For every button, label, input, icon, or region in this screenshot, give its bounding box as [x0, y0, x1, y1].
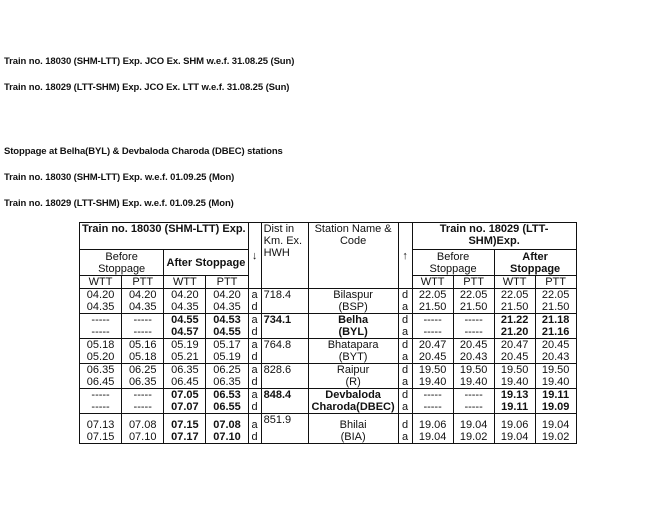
right-time-wtt-after — [494, 339, 535, 364]
right-time-wtt-before-value: ----- — [423, 314, 442, 326]
station-name-value: Bilaspur — [333, 289, 373, 301]
left-time-ptt-before — [122, 339, 164, 364]
right-dep-arr — [398, 289, 412, 314]
right-time-wtt-before-value: ----- — [423, 326, 442, 338]
left-arr-dep-value: a — [251, 364, 258, 376]
right-time-wtt-after-value: 21.20 — [500, 326, 529, 338]
table-row — [80, 289, 577, 314]
right-dep-arr — [398, 389, 412, 414]
stoppage-notice-18029: Train no. 18029 (LTT-SHM) Exp. w.e.f. 01.09.25 (Mon) — [4, 198, 234, 209]
right-dep-arr-value: d — [402, 419, 409, 431]
left-arr-dep — [248, 339, 261, 364]
left-time-wtt-after — [164, 389, 206, 414]
station-name — [308, 364, 398, 389]
left-time-ptt-after-value: 04.20 — [213, 289, 241, 301]
right-time-wtt-before — [412, 314, 453, 339]
left-time-wtt-after-value: 04.55 — [171, 314, 199, 326]
right-time-wtt-after-value: 20.47 — [500, 339, 529, 351]
left-arr-dep — [248, 389, 261, 414]
right-time-ptt-before — [453, 414, 494, 444]
left-time-wtt-after-value: 06.35 — [171, 364, 199, 376]
right-time-wtt-after-value: 19.04 — [500, 431, 529, 443]
right-time-wtt-after-value: 19.50 — [500, 364, 529, 376]
table-row — [80, 389, 577, 414]
right-time-wtt-before-value: ----- — [423, 389, 442, 401]
right-dep-arr — [398, 414, 412, 444]
left-time-wtt-after-value: 04.35 — [171, 301, 199, 313]
right-time-ptt-before-value: 19.04 — [459, 419, 488, 431]
station-name-value: Bhatapara — [327, 339, 379, 351]
right-time-ptt-after-value: 19.50 — [541, 364, 570, 376]
right-dep-arr-value: a — [402, 431, 409, 443]
right-train-title: Train no. 18029 (LTT-SHM)Exp. — [412, 223, 576, 250]
left-arr-dep-value: d — [251, 401, 258, 413]
left-arr-dep-value: d — [251, 351, 258, 363]
right-time-wtt-before-value: 19.06 — [418, 419, 447, 431]
left-time-wtt-after — [164, 339, 206, 364]
right-time-ptt-after-value: 21.18 — [541, 314, 570, 326]
left-time-wtt-before-value: 04.20 — [86, 289, 115, 301]
right-time-wtt-before-value: ----- — [423, 401, 442, 413]
left-time-ptt-before-value: ----- — [133, 314, 152, 326]
right-time-ptt-before-value: 20.45 — [459, 339, 488, 351]
station-name — [308, 389, 398, 414]
right-time-wtt-before-value: 21.50 — [418, 301, 447, 313]
right-dep-arr — [398, 314, 412, 339]
distance-km: 764.8 — [261, 339, 308, 364]
right-time-wtt-before-value: 19.04 — [418, 431, 447, 443]
right-dep-arr-value: a — [402, 401, 409, 413]
station-name — [308, 339, 398, 364]
left-time-wtt-before-value: ----- — [91, 401, 110, 413]
right-time-wtt-after-value: 19.11 — [501, 401, 529, 413]
jco-notice-18029: Train no. 18029 (LTT-SHM) Exp. JCO Ex. LTT w.e.f. 31.08.25 (Sun) — [4, 82, 290, 93]
timetable — [79, 222, 577, 444]
right-time-wtt-before — [412, 339, 453, 364]
right-time-wtt-before-value: 22.05 — [418, 289, 447, 301]
left-arr-dep — [248, 314, 261, 339]
left-time-ptt-after — [206, 339, 248, 364]
right-dep-arr — [398, 339, 412, 364]
left-time-ptt-before-value: 05.18 — [128, 351, 157, 363]
left-time-ptt-before-value: ----- — [133, 401, 152, 413]
right-time-ptt-before — [453, 389, 494, 414]
left-time-wtt-after-value: 04.57 — [171, 326, 199, 338]
left-time-wtt-before-value: ----- — [91, 314, 110, 326]
distance-km: 848.4 — [261, 389, 308, 414]
right-dep-arr-value: a — [402, 351, 409, 363]
stoppage-heading: Stoppage at Belha(BYL) & Devbaloda Charoda (DBEC) stations — [4, 146, 283, 157]
right-time-ptt-before-value: 19.50 — [459, 364, 488, 376]
right-dep-arr-value: d — [402, 364, 409, 376]
right-time-wtt-after-value: 20.45 — [500, 351, 529, 363]
left-time-ptt-before — [122, 289, 164, 314]
left-time-wtt-before-value: 07.15 — [86, 431, 115, 443]
left-arr-dep-value: d — [251, 376, 258, 388]
left-time-wtt-after — [164, 289, 206, 314]
left-time-ptt-before-value: 05.16 — [128, 339, 157, 351]
left-time-ptt-before — [122, 314, 164, 339]
right-dep-arr-value: d — [402, 289, 409, 301]
left-arr-dep-value: d — [251, 326, 258, 338]
right-time-ptt-before-value: 22.05 — [459, 289, 488, 301]
left-time-ptt-after-value: 05.19 — [213, 351, 241, 363]
right-time-wtt-after — [494, 314, 535, 339]
col-header-ptt: PTT — [122, 276, 164, 289]
right-time-wtt-before-value: 19.50 — [418, 364, 447, 376]
left-time-wtt-after-value: 04.20 — [171, 289, 199, 301]
right-dep-arr-value: d — [402, 389, 409, 401]
left-time-wtt-before-value: ----- — [91, 389, 110, 401]
station-name-value: Raipur — [336, 364, 370, 376]
left-arr-dep — [248, 364, 261, 389]
left-time-ptt-before-value: 06.25 — [128, 364, 157, 376]
table-row — [80, 414, 577, 444]
left-time-wtt-after-value: 07.15 — [171, 419, 199, 431]
station-name — [308, 414, 398, 444]
left-time-wtt-before-value: 06.35 — [86, 364, 115, 376]
station-name-value: Bhilai — [339, 419, 367, 431]
right-time-wtt-after — [494, 289, 535, 314]
left-time-ptt-before-value: 07.08 — [128, 419, 157, 431]
left-time-wtt-after-value: 07.07 — [171, 401, 199, 413]
left-time-wtt-after — [164, 414, 206, 444]
left-time-wtt-before-value: 04.35 — [86, 301, 115, 313]
left-arr-dep-value: d — [251, 431, 258, 443]
right-time-ptt-after-value: 20.45 — [541, 339, 570, 351]
left-time-wtt-after — [164, 314, 206, 339]
right-time-wtt-before — [412, 289, 453, 314]
distance-km: 734.1 — [261, 314, 308, 339]
right-dep-arr-value: a — [402, 326, 409, 338]
right-time-ptt-after — [535, 289, 576, 314]
left-time-ptt-after-value: 05.17 — [213, 339, 241, 351]
table-row — [80, 364, 577, 389]
left-time-wtt-before — [80, 364, 122, 389]
right-time-ptt-after-value: 22.05 — [541, 289, 570, 301]
left-time-ptt-before — [122, 414, 164, 444]
station-name-value: (BIA) — [340, 431, 366, 443]
right-time-ptt-after-value: 19.04 — [541, 419, 570, 431]
left-arr-dep-value: a — [251, 314, 258, 326]
right-time-ptt-before — [453, 314, 494, 339]
right-time-wtt-after-value: 22.05 — [500, 289, 529, 301]
right-time-ptt-after-value: 21.50 — [541, 301, 570, 313]
left-train-title: Train no. 18030 (SHM-LTT) Exp. — [80, 223, 249, 250]
right-time-ptt-after-value: 21.16 — [541, 326, 570, 338]
left-time-ptt-after-value: 07.08 — [213, 419, 241, 431]
right-time-wtt-after — [494, 414, 535, 444]
col-header-wtt: WTT — [164, 276, 206, 289]
right-time-wtt-before-value: 20.45 — [418, 351, 447, 363]
left-time-ptt-after-value: 04.53 — [213, 314, 241, 326]
left-time-wtt-before-value: 05.18 — [86, 339, 115, 351]
up-arrow-icon: ↑ — [398, 223, 412, 289]
left-time-wtt-before-value: 06.45 — [86, 376, 115, 388]
distance-km: 828.6 — [261, 364, 308, 389]
right-time-wtt-before-value: 20.47 — [418, 339, 447, 351]
right-after-stoppage: After Stoppage — [494, 250, 576, 276]
station-name-value: (BYT) — [338, 351, 368, 363]
left-time-ptt-after — [206, 389, 248, 414]
right-before-stoppage: Before Stoppage — [412, 250, 494, 276]
right-time-ptt-before — [453, 364, 494, 389]
right-time-wtt-before-value: 19.40 — [418, 376, 447, 388]
right-time-wtt-after — [494, 389, 535, 414]
right-time-ptt-after-value: 19.40 — [541, 376, 570, 388]
left-time-ptt-after — [206, 414, 248, 444]
station-name-value: (BSP) — [338, 301, 368, 313]
left-arr-dep-value: a — [251, 289, 258, 301]
left-time-ptt-before-value: 07.10 — [128, 431, 157, 443]
right-dep-arr-value: d — [402, 339, 409, 351]
left-arr-dep — [248, 289, 261, 314]
col-header-ptt: PTT — [535, 276, 576, 289]
left-before-stoppage: Before Stoppage — [80, 250, 164, 276]
right-time-wtt-after-value: 19.06 — [500, 419, 529, 431]
left-arr-dep-value: a — [251, 339, 258, 351]
left-time-ptt-after-value: 06.53 — [213, 389, 241, 401]
station-name — [308, 314, 398, 339]
left-time-ptt-before-value: 06.35 — [128, 376, 157, 388]
left-arr-dep-value: d — [251, 301, 258, 313]
left-time-wtt-before — [80, 339, 122, 364]
right-time-ptt-before-value: ----- — [464, 389, 483, 401]
left-arr-dep-value: a — [251, 389, 258, 401]
right-dep-arr — [398, 364, 412, 389]
left-arr-dep — [248, 414, 261, 444]
col-header-ptt: PTT — [453, 276, 494, 289]
col-header-wtt: WTT — [412, 276, 453, 289]
right-time-ptt-after-value: 20.43 — [541, 351, 570, 363]
left-time-ptt-after — [206, 364, 248, 389]
left-time-wtt-before — [80, 314, 122, 339]
left-time-ptt-before-value: ----- — [133, 326, 152, 338]
station-header: Station Name & Code — [308, 223, 398, 289]
distance-km: 718.4 — [261, 289, 308, 314]
left-time-ptt-after-value: 04.55 — [213, 326, 241, 338]
left-time-ptt-before — [122, 364, 164, 389]
right-dep-arr-value: a — [402, 301, 409, 313]
station-name — [308, 289, 398, 314]
right-time-wtt-after-value: 19.13 — [500, 389, 529, 401]
left-time-ptt-before-value: ----- — [133, 389, 152, 401]
right-time-ptt-after — [535, 414, 576, 444]
right-time-wtt-after-value: 19.40 — [500, 376, 529, 388]
left-time-wtt-before-value: 07.13 — [86, 419, 115, 431]
right-time-ptt-after-value: 19.09 — [541, 401, 570, 413]
right-time-wtt-before — [412, 414, 453, 444]
stoppage-notice-18030: Train no. 18030 (SHM-LTT) Exp. w.e.f. 01.09.25 (Mon) — [4, 172, 235, 183]
left-time-wtt-before — [80, 389, 122, 414]
right-time-ptt-after — [535, 389, 576, 414]
left-after-stoppage: After Stoppage — [164, 250, 248, 276]
right-dep-arr-value: d — [402, 314, 409, 326]
left-time-ptt-after-value: 04.35 — [213, 301, 241, 313]
right-time-ptt-before-value: 19.40 — [459, 376, 488, 388]
right-time-ptt-before-value: ----- — [464, 401, 483, 413]
left-arr-dep-value: a — [251, 419, 258, 431]
right-time-ptt-before-value: 19.02 — [459, 431, 488, 443]
left-time-ptt-before-value: 04.35 — [128, 301, 157, 313]
right-dep-arr-value: a — [402, 376, 409, 388]
left-time-wtt-after-value: 06.45 — [171, 376, 199, 388]
left-time-ptt-before-value: 04.20 — [128, 289, 157, 301]
right-time-wtt-after — [494, 364, 535, 389]
right-time-ptt-before — [453, 339, 494, 364]
left-time-wtt-before — [80, 414, 122, 444]
station-name-value: Charoda(DBEC) — [311, 401, 395, 413]
right-time-ptt-after — [535, 314, 576, 339]
station-name-value: (R) — [345, 376, 361, 388]
col-header-wtt: WTT — [80, 276, 122, 289]
right-time-ptt-after — [535, 364, 576, 389]
table-row — [80, 339, 577, 364]
left-time-wtt-after — [164, 364, 206, 389]
left-time-ptt-after — [206, 289, 248, 314]
col-header-wtt: WTT — [494, 276, 535, 289]
left-time-ptt-before — [122, 389, 164, 414]
dist-header: Dist in Km. Ex. HWH — [261, 223, 308, 289]
right-time-ptt-before-value: 21.50 — [459, 301, 488, 313]
left-time-wtt-after-value: 05.21 — [171, 351, 199, 363]
right-time-ptt-before — [453, 289, 494, 314]
right-time-wtt-after-value: 21.22 — [500, 314, 529, 326]
left-time-wtt-after-value: 05.19 — [171, 339, 199, 351]
left-time-wtt-before-value: 05.20 — [86, 351, 115, 363]
table-row — [80, 314, 577, 339]
right-time-ptt-after-value: 19.02 — [541, 431, 570, 443]
right-time-wtt-before — [412, 389, 453, 414]
left-time-ptt-after — [206, 314, 248, 339]
station-name-value: Devbaloda — [325, 389, 381, 401]
left-time-wtt-after-value: 07.17 — [171, 431, 199, 443]
right-time-ptt-before-value: 20.43 — [459, 351, 488, 363]
left-time-wtt-after-value: 07.05 — [171, 389, 199, 401]
right-time-ptt-after-value: 19.11 — [542, 389, 570, 401]
col-header-ptt: PTT — [206, 276, 248, 289]
left-time-ptt-after-value: 06.35 — [213, 376, 241, 388]
timetable-body — [80, 289, 577, 444]
station-name-value: (BYL) — [338, 326, 368, 338]
jco-notice-18030: Train no. 18030 (SHM-LTT) Exp. JCO Ex. SHM w.e.f. 31.08.25 (Sun) — [4, 56, 295, 67]
left-time-ptt-after-value: 06.55 — [213, 401, 241, 413]
right-time-ptt-before-value: ----- — [464, 314, 483, 326]
right-time-ptt-after — [535, 339, 576, 364]
left-time-ptt-after-value: 06.25 — [213, 364, 241, 376]
distance-km: 851.9 — [261, 414, 308, 444]
station-name-value: Belha — [338, 314, 369, 326]
right-time-wtt-after-value: 21.50 — [500, 301, 529, 313]
right-time-ptt-before-value: ----- — [464, 326, 483, 338]
left-time-wtt-before — [80, 289, 122, 314]
down-arrow-icon: ↓ — [248, 223, 261, 289]
left-time-wtt-before-value: ----- — [91, 326, 110, 338]
left-time-ptt-after-value: 07.10 — [213, 431, 241, 443]
right-time-wtt-before — [412, 364, 453, 389]
